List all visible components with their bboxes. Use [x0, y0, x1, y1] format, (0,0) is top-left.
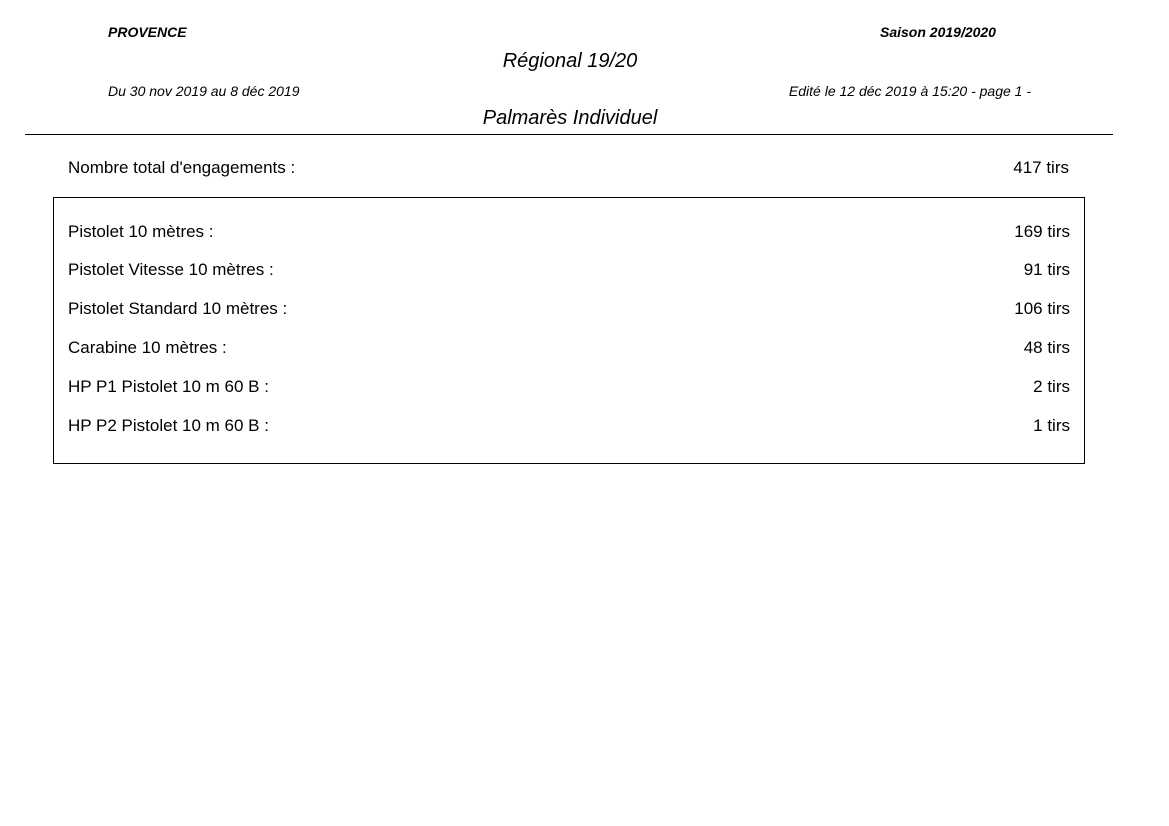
discipline-count: 1 tirs [1033, 416, 1070, 435]
date-range: Du 30 nov 2019 au 8 déc 2019 [108, 83, 300, 99]
discipline-label: Pistolet 10 mètres : [68, 222, 214, 241]
discipline-count: 106 tirs [1014, 299, 1070, 318]
discipline-row [68, 338, 1070, 360]
discipline-row [68, 377, 1070, 399]
discipline-row [68, 222, 1070, 244]
discipline-label: HP P2 Pistolet 10 m 60 B : [68, 416, 269, 435]
discipline-count: 2 tirs [1033, 377, 1070, 396]
discipline-count: 48 tirs [1023, 338, 1070, 357]
total-engagements-label: Nombre total d'engagements : [68, 158, 296, 177]
report-subtitle: Palmarès Individuel [482, 107, 658, 129]
discipline-row [68, 416, 1070, 438]
organization-name: PROVENCE [108, 24, 187, 40]
discipline-count: 91 tirs [1023, 260, 1070, 279]
season-label: Saison 2019/2020 [880, 24, 996, 40]
header-divider [25, 134, 1113, 135]
discipline-label: Carabine 10 mètres : [68, 338, 227, 357]
edited-timestamp: Edité le 12 déc 2019 à 15:20 - page 1 - [788, 83, 1031, 99]
total-engagements-value: 417 tirs [1013, 158, 1069, 177]
disciplines-box [53, 197, 1085, 464]
discipline-row [68, 299, 1070, 321]
discipline-row [68, 260, 1070, 282]
discipline-label: Pistolet Vitesse 10 mètres : [68, 260, 274, 279]
discipline-count: 169 tirs [1014, 222, 1070, 241]
discipline-label: Pistolet Standard 10 mètres : [68, 299, 288, 318]
discipline-label: HP P1 Pistolet 10 m 60 B : [68, 377, 269, 396]
competition-title: Régional 19/20 [502, 50, 638, 72]
